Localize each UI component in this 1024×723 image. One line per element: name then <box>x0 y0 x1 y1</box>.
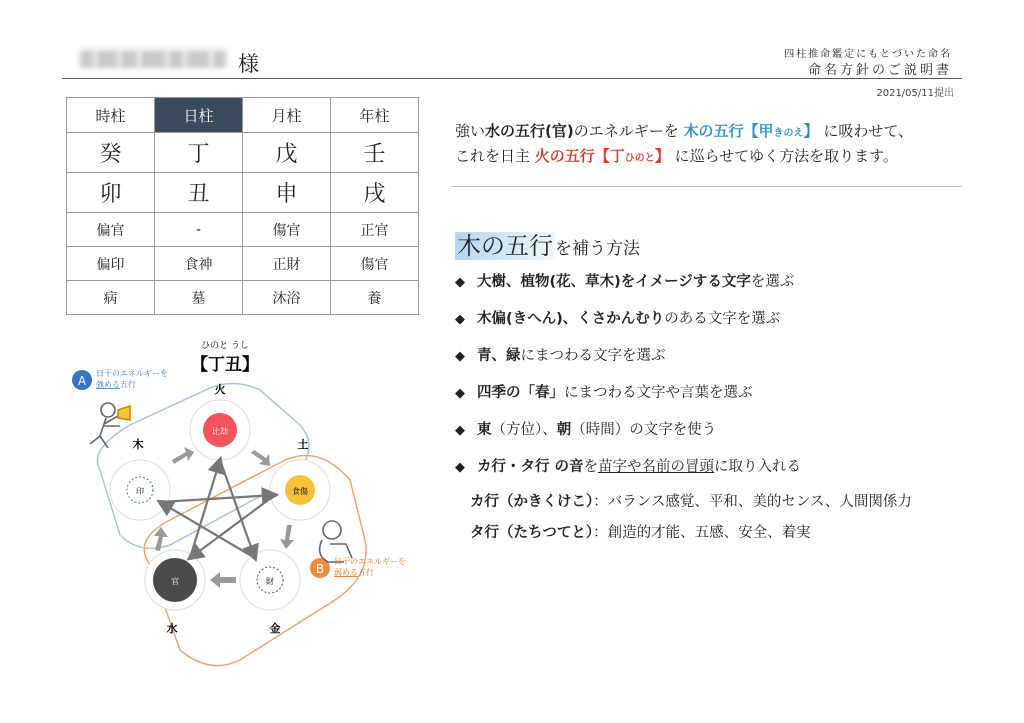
note-a-line1: 日干のエネルギーを <box>96 369 168 378</box>
branch-star-cell: 偏印 <box>67 247 155 281</box>
life-stage-cell: 病 <box>67 281 155 315</box>
intro-line-1: 強い水の五行(官)のエネルギーを 木の五行【甲きのえ】 に吸わせて、 <box>455 122 914 140</box>
stem-star-cell: - <box>155 213 243 247</box>
element-wood <box>110 437 170 520</box>
diamond-bullet-icon: ◆ <box>455 460 465 475</box>
branch-star-cell: 傷官 <box>331 247 419 281</box>
star-earth: 食傷 <box>292 487 308 496</box>
section-title: 木の五行 を補う方法 <box>457 232 640 260</box>
stem-star-cell: 正官 <box>331 213 419 247</box>
branch-cell: 卯 <box>67 173 155 213</box>
element-water <box>145 550 205 635</box>
diagram-ruby: ひのと うし <box>201 341 249 351</box>
header-rule <box>62 78 962 79</box>
label-earth: 土 <box>297 438 309 451</box>
diamond-bullet-icon: ◆ <box>455 275 465 290</box>
diamond-bullet-icon: ◆ <box>455 386 465 401</box>
note-b-line1: 日干のエネルギーを <box>334 557 406 566</box>
branch-cell: 申 <box>243 173 331 213</box>
submission-date: 2021/05/11提出 <box>876 88 954 99</box>
star-fire: 比劫 <box>212 427 228 436</box>
diamond-bullet-icon: ◆ <box>455 423 465 438</box>
diagram-title: 【丁丑】 <box>191 355 259 375</box>
star-metal: 財 <box>266 577 274 586</box>
stem-cell: 癸 <box>67 133 155 173</box>
badge-a: A <box>77 374 87 388</box>
star-wood: 印 <box>136 487 144 496</box>
branch-cell: 丑 <box>155 173 243 213</box>
note-a-line2: 強める五行 <box>96 380 136 389</box>
label-wood: 木 <box>132 438 144 451</box>
stem-star-cell: 傷官 <box>243 213 331 247</box>
life-stage-cell: 養 <box>331 281 419 315</box>
stem-cell: 壬 <box>331 133 419 173</box>
kana-ta-row: タ行（たちつてと）：創造的才能、五感、安全、着実 <box>470 525 811 541</box>
stem-cell: 丁 <box>155 133 243 173</box>
header-month-pillar: 月柱 <box>243 98 331 133</box>
star-water: 官 <box>171 577 179 586</box>
list-item: ◆ 東（方位）、朝（時間）の文字を使う <box>455 418 975 455</box>
branch-star-cell: 食神 <box>155 247 243 281</box>
header-hour-pillar: 時柱 <box>67 98 155 133</box>
kana-ka-row: カ行（かきくけこ）：バランス感覚、平和、美的センス、人間関係力 <box>470 494 912 510</box>
list-item: ◆ 青、緑にまつわる文字を選ぶ <box>455 344 975 381</box>
branch-star-cell: 正財 <box>243 247 331 281</box>
label-water: 水 <box>166 622 178 635</box>
four-pillars-table <box>66 97 419 315</box>
list-item: ◆ カ行・タ行 の音を苗字や名前の冒頭に取り入れる <box>455 455 975 492</box>
diamond-bullet-icon: ◆ <box>455 349 465 364</box>
element-earth <box>270 437 330 520</box>
list-item: ◆ 木偏(きへん)、くさかんむりのある文字を選ぶ <box>455 307 975 344</box>
label-metal: 金 <box>269 622 281 635</box>
stem-cell: 戊 <box>243 133 331 173</box>
list-item: ◆ 大樹、植物(花、草木)をイメージする文字を選ぶ <box>455 270 975 307</box>
customer-name-redacted <box>80 44 230 74</box>
header-day-pillar: 日柱 <box>155 98 243 133</box>
life-stage-cell: 墓 <box>155 281 243 315</box>
life-stage-cell: 沐浴 <box>243 281 331 315</box>
element-metal <box>240 550 300 635</box>
intro-line-2: これを日主 火の五行【丁ひのと】 に巡らせてゆく方法を取ります。 <box>455 147 898 165</box>
header-year-pillar: 年柱 <box>331 98 419 133</box>
header-subtitle: 四柱推命鑑定にもとづいた命名 <box>784 49 952 60</box>
section-divider <box>452 186 962 187</box>
stem-star-cell: 偏官 <box>67 213 155 247</box>
branch-cell: 戌 <box>331 173 419 213</box>
diamond-bullet-icon: ◆ <box>455 312 465 327</box>
pushing-person-icon <box>90 403 130 448</box>
five-elements-diagram <box>60 330 420 670</box>
badge-b: B <box>315 562 325 576</box>
note-b-line2: 弱める五行 <box>334 568 374 577</box>
header-title: 命名方針のご説明書 <box>807 63 952 78</box>
methods-list <box>455 270 975 492</box>
intro-text <box>455 120 975 170</box>
label-fire: 火 <box>214 383 226 396</box>
list-item: ◆ 四季の「春」にまつわる文字や言葉を選ぶ <box>455 381 975 418</box>
crouching-person-icon <box>320 521 352 562</box>
honorific: 様 <box>238 52 259 76</box>
